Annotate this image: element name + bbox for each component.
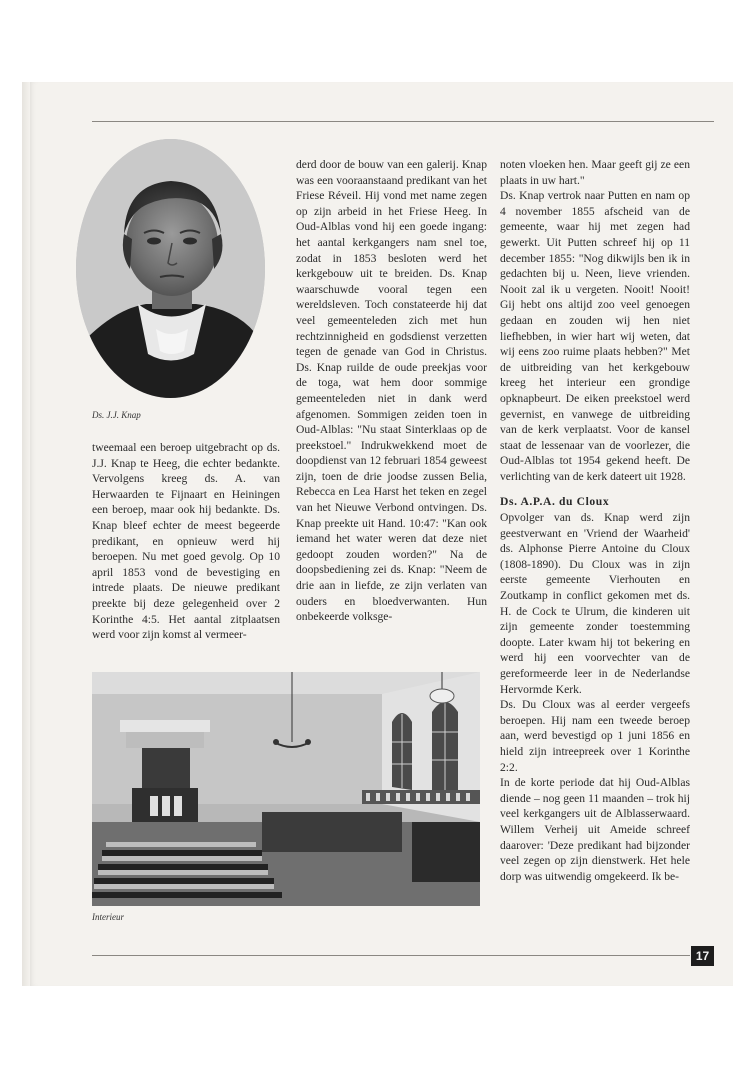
paragraph: noten vloeken hen. Maar geeft gij ze een plaats in uw hart." [500,158,690,187]
paragraph: derd door de bouw van een galerij. Knap was een vooraanstaand predikant van het Friese Réveil. Hij vond met name zegen op zijn arbeid in het Friese Heeg. In Oud-Alblas vond hij een goede ingang: het aantal kerkgangers nam snel toe, zodat in 1853 besloten werd het kerkgebouw uit te breiden. Ds. Knap waarschuwde vooral tegen een wereldsleven. Toch constateerde hij dat veel gemeenteleden zich met hun rechtzinnigheid en godsdienst verzetten tegen de genade van God in Christus. Ds. Knap ruilde de oude preekjas voor de toga, wat hem door sommige gemeenteleden niet in dank werd afgenomen. Sommigen zeiden toen in Oud-Alblas: "Nu staat Sinterklaas op de preekstoel." Indrukwekkend moet de doopdienst van 12 februari 1854 geweest zijn, toen de drie joodse zussen Belia, Rebecca en Lea Harst het teken en zegel van het Nieuwe Verbond ontvingen. Ds. Knap preekte uit Hand. 10:47: "Kan ook iemand het water weren dat deze niet gedoopt zouden worden?" Na de doopsbediening zei ds. Knap: "Neem de drie aan in liefde, ze zijn verlaten van ouders en bloedverwanten. Hun onbekeerde volksge- [296,158,487,624]
page-number: 17 [691,946,714,966]
top-rule [92,121,714,122]
paragraph: In de korte periode dat hij Oud-Alblas diende – nog geen 11 maanden – trok hij veel kerkgangers uit de Alblasserwaard. Willem Verheij uit Ameide schreef daarover: 'Deze predikant had bijzonder veel zegen op zijn dienstwerk. Het hele dorp was uitwendig omgekeerd. Ik be- [500,776,690,883]
portrait-photo [76,139,265,398]
paragraph: Opvolger van ds. Knap werd zijn geestverwant en 'Vriend der Waarheid' ds. Alphonse Pierre Antoine du Cloux (1808-1890). Du Cloux was in zijn eerste gemeente Vierhouten en Zoutkamp in conflict gekomen met ds. H. de Cock te Ulrum, die kinderen uit zijn gemeente zonder toestemming doopte. Later kwam hij tot bekering en werd hij een voorvechter van de gereformeerde leer in de Nederlandse Hervormde Kerk. [500,511,690,696]
text-column-3 [500,157,690,884]
bottom-rule [92,955,690,956]
page-edge-shadow [22,82,30,986]
section-heading: Ds. A.P.A. du Cloux [500,495,610,509]
portrait-caption: Ds. J.J. Knap [92,410,141,420]
paragraph: Ds. Du Cloux was al eerder vergeefs beroepen. Hij nam een tweede beroep aan, werd bevestigd op 1 juni 1856 en hield zijn intreepreek over 1 Korinthe 2:2. [500,698,690,774]
text-column-1 [92,440,280,643]
interior-photo [92,672,480,906]
text-column-2 [296,157,487,625]
paragraph: tweemaal een beroep uitgebracht op ds. J.J. Knap te Heeg, die echter bedankte. Vervolgens kreeg ds. A. van Herwaarden te Fijnaart en Heiningen een beroep, maar ook hij bedankte. Ds. Knap bleef echter de meest begeerde predikant, en opnieuw werd hij beroepen. Nu met goed gevolg. Op 10 april 1853 vond de bevestiging en intrede plaats. De nieuwe predikant preekte bij deze gelegenheid over 2 Korinthe 4:5. Het aantal zitplaatsen werd voor zijn komst al vermeer- [92,441,280,642]
interior-caption: Interieur [92,912,124,922]
paragraph: Ds. Knap vertrok naar Putten en nam op 4 november 1855 afscheid van de gemeente, waar hij met zegen had gewerkt. Uit Putten schreef hij op 11 december 1855: "Nog dikwijls ben ik in gedachten bij u. Neen, lieve vrienden. Nooit zal ik u vergeten. Nooit! Nooit! Gij hebt ons altijd zoo veel genoegen gedaan en zouden wij hen niet liefhebben, in wier hart wij weten, dat wij eens zoo ruime plaats hebben?" Met de uitbreiding van het kerkgebouw kreeg het interieur een grondige opknapbeurt. De eiken preekstoel werd gevernist, en vanwege de uitbreiding van de kerk verplaatst. Voor de kansel staat de lessenaar van de voorlezer, die Oud-Alblas tot 1954 gekend heeft. De verlichting van de kerk dateert uit 1928. [500,189,690,483]
